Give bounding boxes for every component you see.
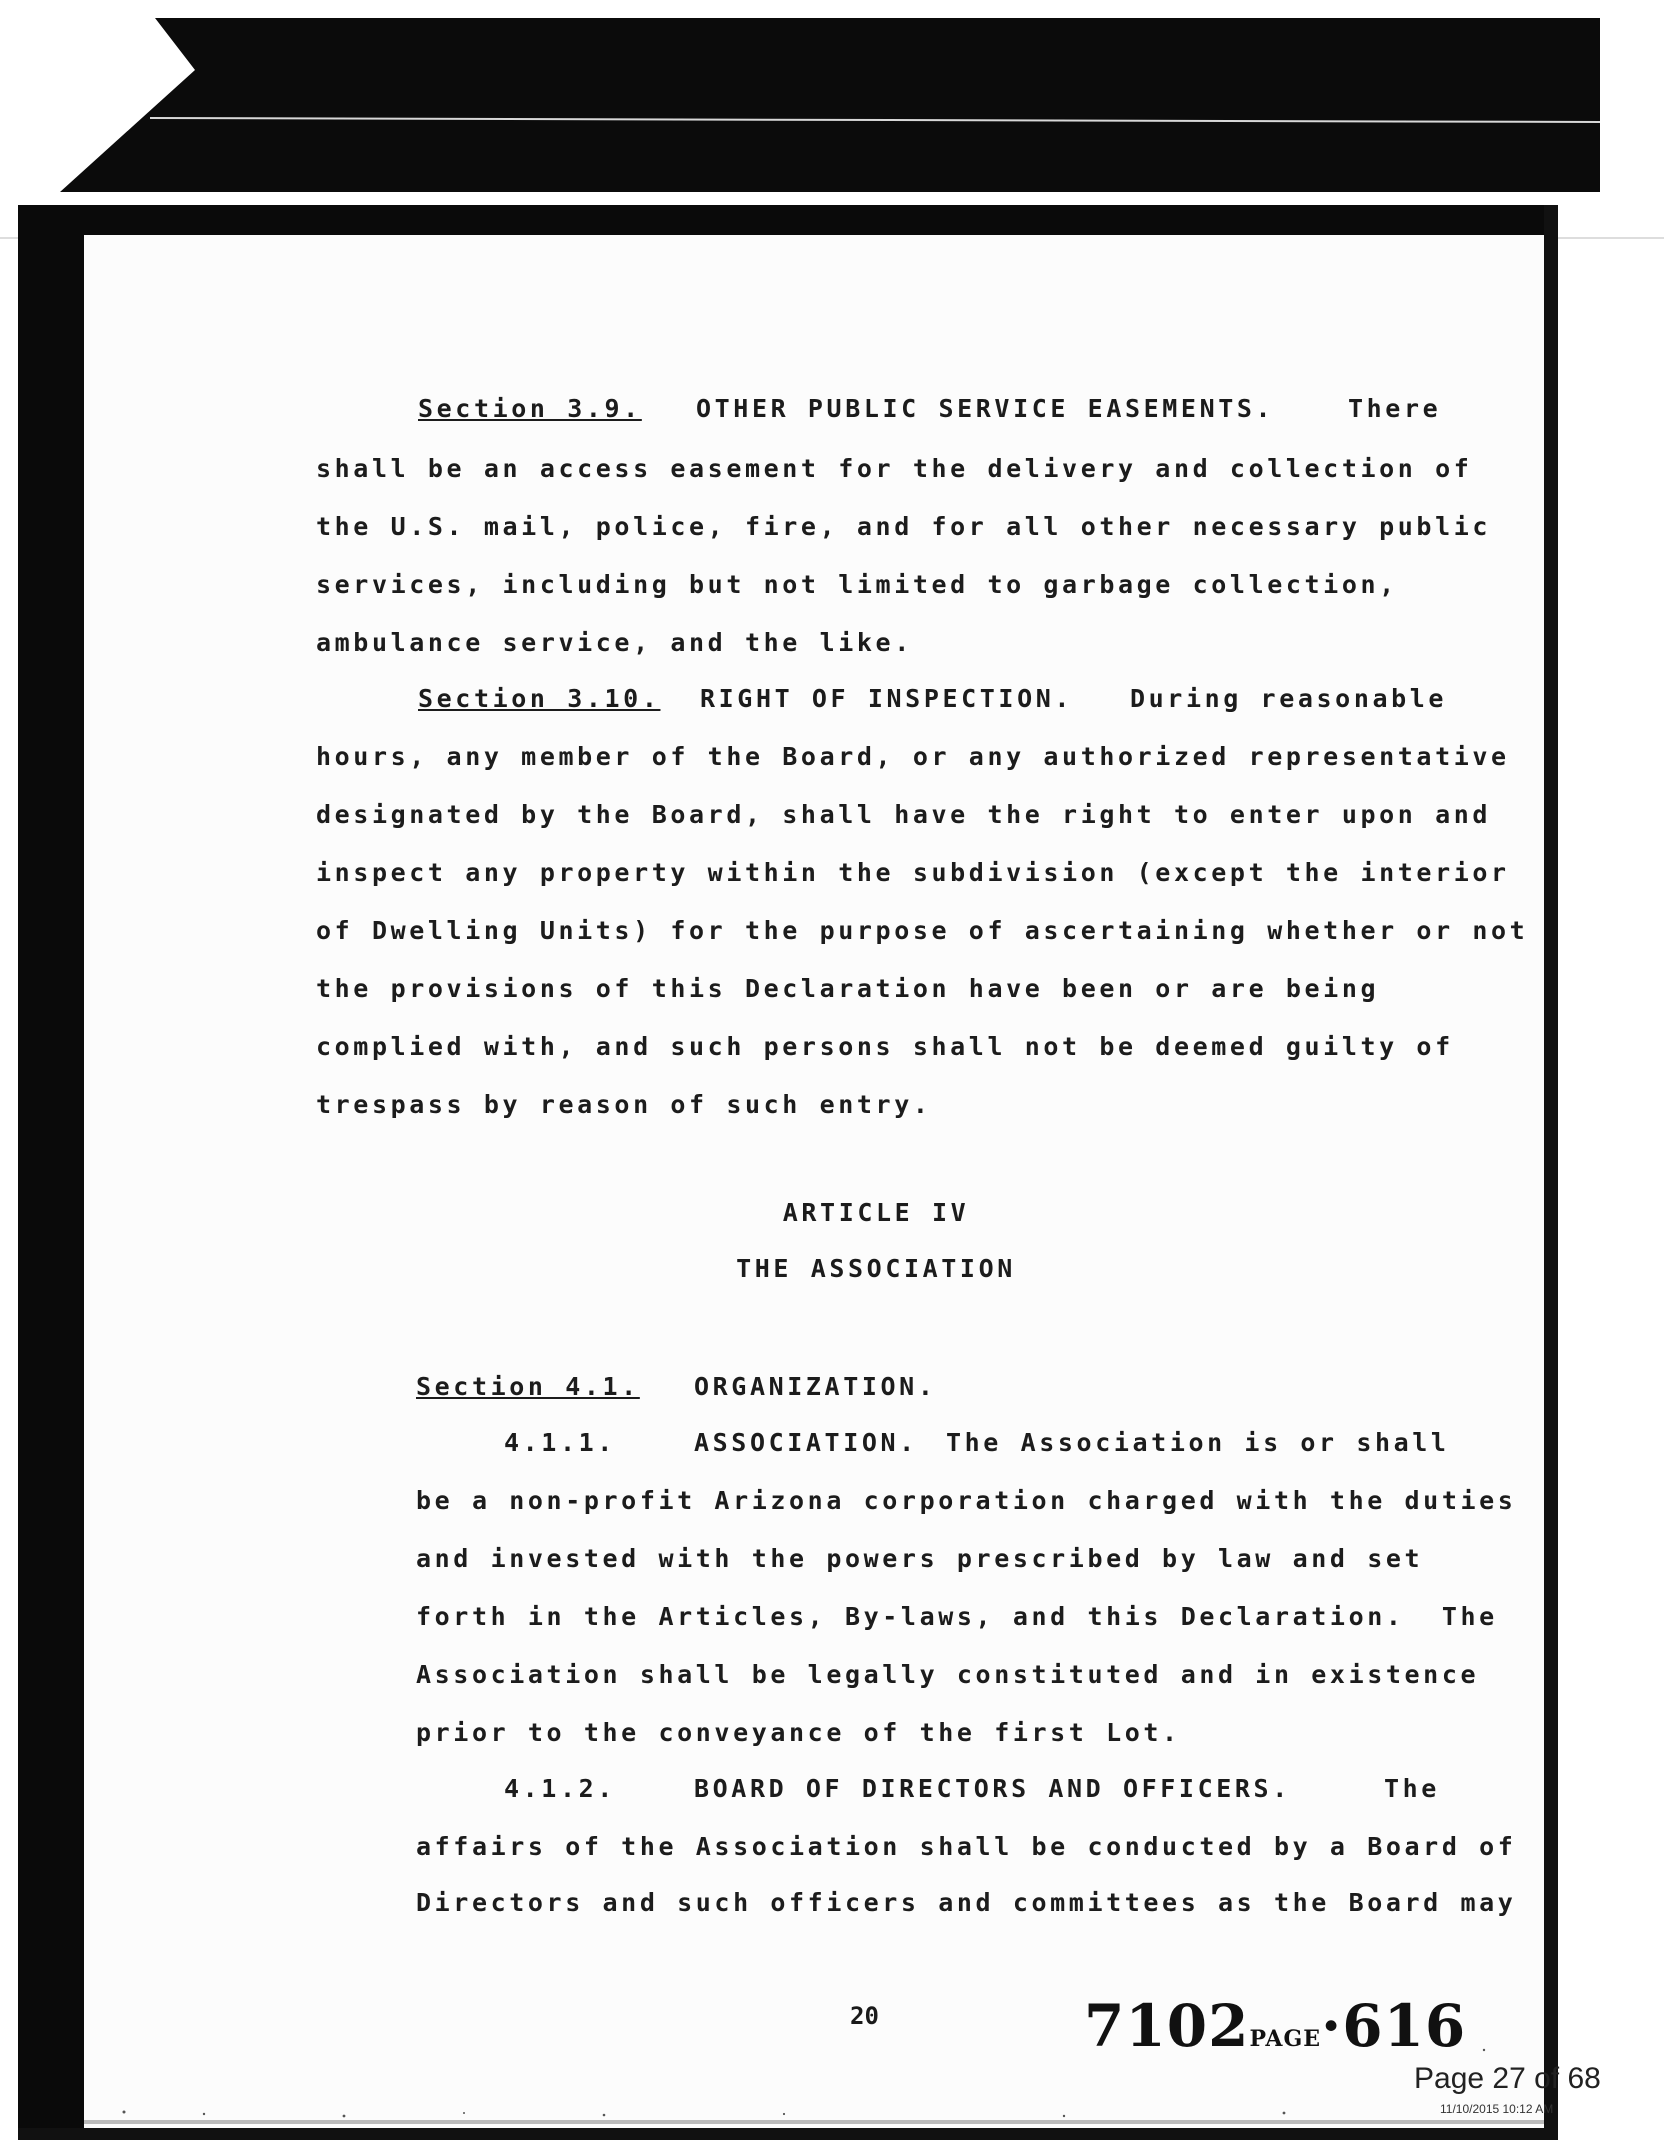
- subsection-4-1-1-line: forth in the Articles, By-laws, and this Declaration. The: [416, 1602, 1498, 1631]
- article-number: ARTICLE IV: [782, 1198, 970, 1227]
- scan-border-right: [1544, 205, 1558, 2135]
- scan-border-left: [18, 205, 84, 2135]
- section-3-10-line: During reasonable: [1130, 684, 1448, 713]
- section-3-9-line: There: [1348, 394, 1442, 423]
- section-3-9-line: the U.S. mail, police, fire, and for all other necessary public: [316, 512, 1492, 541]
- section-3-10-line: hours, any member of the Board, or any authorized representative: [316, 742, 1510, 771]
- scan-noise: [84, 1980, 1544, 2130]
- section-3-9-heading-label: Section 3.9.: [418, 394, 642, 423]
- subsection-4-1-2-line: Directors and such officers and committees as the Board may: [416, 1888, 1517, 1917]
- section-3-9-line: ambulance service, and the like.: [316, 628, 913, 657]
- subsection-4-1-1-line: prior to the conveyance of the first Lot.: [416, 1718, 1181, 1747]
- subsection-4-1-2-number: 4.1.2.: [504, 1774, 616, 1803]
- section-3-10-line: trespass by reason of such entry.: [316, 1090, 932, 1119]
- section-3-10-line: inspect any property within the subdivision (except the interior: [316, 858, 1510, 887]
- section-3-10-line: the provisions of this Declaration have been or are being: [316, 974, 1380, 1003]
- viewer-timestamp: 11/10/2015 10:12 AM: [1440, 2102, 1554, 2116]
- subsection-4-1-1-line: be a non-profit Arizona corporation charged with the duties: [416, 1486, 1517, 1515]
- recording-stamp: 7102PAGE·616: [1084, 1992, 1467, 2060]
- section-3-9-line: services, including but not limited to garbage collection,: [316, 570, 1398, 599]
- section-3-9-line: shall be an access easement for the delivery and collection of: [316, 454, 1473, 483]
- subsection-4-1-1-title: ASSOCIATION.: [694, 1428, 918, 1457]
- subsection-4-1-1-line: Association shall be legally constituted and in existence: [416, 1660, 1480, 1689]
- section-4-1-heading-label: Section 4.1.: [416, 1372, 640, 1401]
- section-4-1-heading-title: ORGANIZATION.: [694, 1372, 937, 1401]
- subsection-4-1-1-number: 4.1.1.: [504, 1428, 616, 1457]
- subsection-4-1-1-line: The Association is or shall: [946, 1428, 1450, 1457]
- scan-top-band: [0, 0, 1664, 240]
- section-3-10-line: of Dwelling Units) for the purpose of ascertaining whether or not: [316, 916, 1529, 945]
- scan-border-top: [18, 205, 1558, 235]
- subsection-4-1-2-title: BOARD OF DIRECTORS AND OFFICERS.: [694, 1774, 1291, 1803]
- subsection-4-1-2-line: The: [1384, 1774, 1440, 1803]
- viewer-page-indicator: Page 27 of 68: [1414, 2062, 1601, 2095]
- section-3-10-line: complied with, and such persons shall not be deemed guilty of: [316, 1032, 1454, 1061]
- section-3-10-heading-label: Section 3.10.: [418, 684, 661, 713]
- section-3-9-heading-title: OTHER PUBLIC SERVICE EASEMENTS.: [696, 394, 1275, 423]
- section-3-10-heading-title: RIGHT OF INSPECTION.: [700, 684, 1074, 713]
- subsection-4-1-2-line: affairs of the Association shall be conducted by a Board of: [416, 1832, 1517, 1861]
- section-3-10-line: designated by the Board, shall have the right to enter upon and: [316, 800, 1492, 829]
- article-title: THE ASSOCIATION: [736, 1254, 1016, 1283]
- subsection-4-1-1-line: and invested with the powers prescribed by law and set: [416, 1544, 1424, 1573]
- page-number: 20: [850, 2002, 879, 2030]
